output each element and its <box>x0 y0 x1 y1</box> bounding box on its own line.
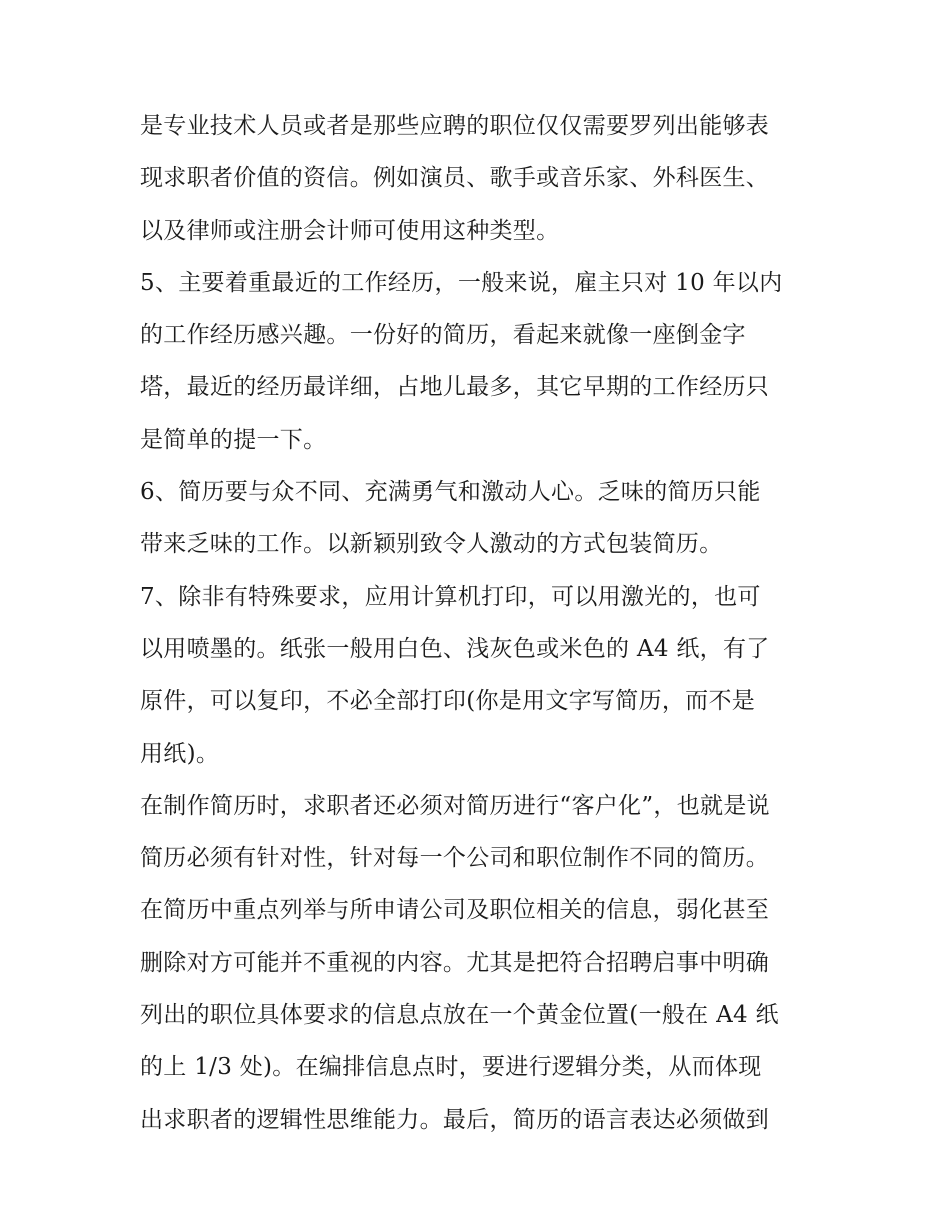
text-line: 是简单的提一下。 <box>140 426 327 453</box>
text-line: 在简历中重点列举与所申请公司及职位相关的信息，弱化甚至 <box>140 897 770 924</box>
text-line: 是专业技术人员或者是那些应聘的职位仅仅需要罗列出能够表 <box>140 113 770 139</box>
text-line: 以及律师或注册会计师可使用这种类型。 <box>140 217 560 244</box>
text-line: 简历必须有针对性，针对每一个公司和职位制作不同的简历。 <box>140 845 770 872</box>
text-line: 以用喷墨的。纸张一般用白色、浅灰色或米色的 A4 纸，有了 <box>140 635 770 662</box>
text-line: 列出的职位具体要求的信息点放在一个黄金位置(一般在 A4 纸 <box>140 1002 779 1029</box>
text-line: 现求职者价值的资信。例如演员、歌手或音乐家、外科医生、 <box>140 165 770 192</box>
text-line: 删除对方可能并不重视的内容。尤其是把符合招聘启事中明确 <box>140 949 770 976</box>
text-line: 在制作简历时，求职者还必须对简历进行“客户化”，也就是说 <box>140 792 770 819</box>
text-line: 的上 1/3 处)。在编排信息点时，要进行逻辑分类，从而体现 <box>140 1054 762 1081</box>
text-line: 出求职者的逻辑性思维能力。最后，简历的语言表达必须做到 <box>140 1106 770 1133</box>
text-line: 7、除非有特殊要求，应用计算机打印，可以用激光的，也可 <box>140 583 761 610</box>
text-line: 6、简历要与众不同、充满勇气和激动人心。乏味的简历只能 <box>140 479 761 506</box>
text-line: 用纸)。 <box>140 740 220 767</box>
text-line: 带来乏味的工作。以新颖别致令人激动的方式包装简历。 <box>140 531 723 558</box>
body-text <box>140 100 820 1146</box>
text-line: 5、主要着重最近的工作经历，一般来说，雇主只对 10 年以内 <box>140 269 783 296</box>
text-line: 的工作经历感兴趣。一份好的简历，看起来就像一座倒金字 <box>140 322 746 349</box>
text-line: 原件，可以复印，不必全部打印(你是用文字写简历，而不是 <box>140 688 756 715</box>
text-line: 塔，最近的经历最详细，占地儿最多，其它早期的工作经历只 <box>140 374 770 401</box>
